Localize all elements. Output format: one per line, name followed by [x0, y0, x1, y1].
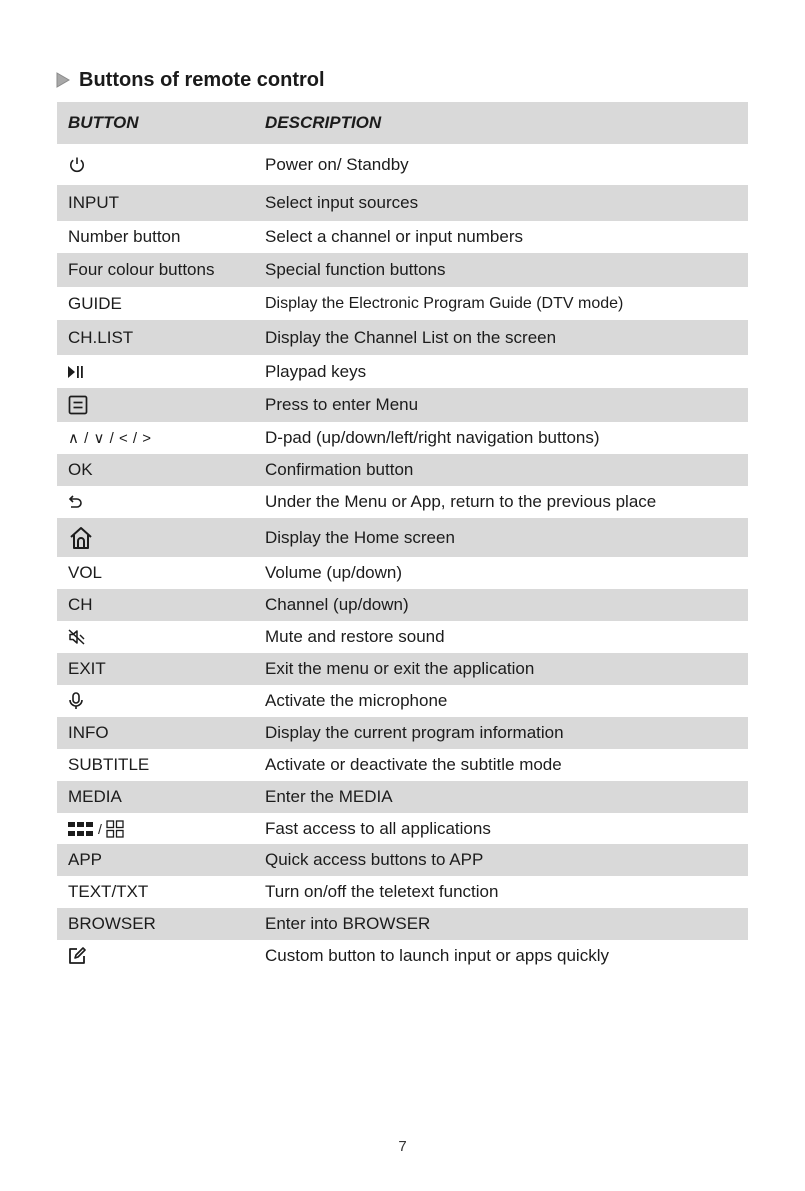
table-row	[57, 813, 748, 844]
row-description: Enter into BROWSER	[265, 914, 431, 933]
row-button: SUBTITLE	[68, 755, 150, 774]
page-title: Buttons of remote control	[79, 68, 325, 91]
row-description: Select a channel or input numbers	[265, 227, 523, 246]
table-row	[57, 621, 748, 653]
row-description: Power on/ Standby	[265, 154, 409, 174]
row-button: INFO	[68, 723, 109, 742]
row-description: Activate or deactivate the subtitle mode	[265, 755, 562, 774]
row-description: Quick access buttons to APP	[265, 850, 484, 869]
table-row	[57, 422, 748, 454]
menu-icon	[68, 395, 88, 415]
table-row	[57, 185, 748, 221]
row-description: Display the current program information	[265, 723, 564, 742]
row-description: Display the Channel List on the screen	[265, 327, 557, 347]
row-button: Number button	[68, 227, 181, 246]
apps-icon	[106, 820, 124, 838]
row-button: Four colour buttons	[68, 260, 215, 279]
apps-grid-icon	[68, 821, 94, 837]
table-row	[57, 144, 748, 185]
table-row	[57, 486, 748, 518]
table-header	[57, 102, 748, 144]
table-row	[57, 685, 748, 717]
row-description: Volume (up/down)	[265, 563, 403, 582]
table-row	[57, 355, 748, 388]
table-row	[57, 940, 748, 972]
row-description: Exit the menu or exit the application	[265, 659, 535, 678]
row-description: Select input sources	[265, 193, 419, 212]
row-button: OK	[68, 460, 93, 479]
row-button: MEDIA	[68, 787, 122, 806]
home-icon	[68, 526, 94, 550]
row-description: Mute and restore sound	[265, 627, 445, 646]
row-description: Channel (up/down)	[265, 595, 409, 614]
table-row	[57, 454, 748, 486]
table-row	[57, 388, 748, 422]
row-button: BROWSER	[68, 914, 156, 933]
row-button: ∧ / ∨ / < / >	[68, 430, 152, 447]
section-title	[56, 66, 325, 94]
row-description: Playpad keys	[265, 361, 367, 381]
table-row	[57, 876, 748, 908]
row-description: Fast access to all applications	[265, 818, 491, 838]
header-description: DESCRIPTION	[265, 113, 382, 132]
table-row	[57, 844, 748, 876]
table-row	[57, 287, 748, 320]
table-row	[57, 589, 748, 621]
row-button: TEXT/TXT	[68, 882, 149, 901]
row-description: Enter the MEDIA	[265, 787, 393, 806]
row-description: Under the Menu or App, return to the previous place	[265, 492, 657, 511]
row-description: Display the Electronic Program Guide (DTV mode)	[265, 294, 624, 312]
row-button: /	[98, 820, 102, 837]
table-row	[57, 653, 748, 685]
row-description: D-pad (up/down/left/right navigation buttons)	[265, 428, 600, 447]
microphone-icon	[68, 692, 84, 710]
row-button: INPUT	[68, 193, 119, 212]
row-description: Confirmation button	[265, 460, 414, 479]
header-button: BUTTON	[68, 113, 139, 132]
row-description: Display the Home screen	[265, 527, 455, 547]
back-icon	[68, 494, 84, 510]
row-description: Turn on/off the teletext function	[265, 882, 499, 901]
remote-buttons-table	[57, 102, 748, 972]
row-description: Special function buttons	[265, 260, 446, 279]
row-description: Activate the microphone	[265, 691, 448, 710]
table-row	[57, 253, 748, 287]
play-pause-icon	[68, 366, 84, 378]
triangle-bullet-icon	[56, 72, 70, 88]
row-button: GUIDE	[68, 293, 122, 313]
row-button: EXIT	[68, 659, 106, 678]
table-row	[57, 557, 748, 589]
table-row	[57, 908, 748, 940]
table-row	[57, 320, 748, 355]
table-row	[57, 717, 748, 749]
table-row	[57, 221, 748, 253]
row-button: CH.LIST	[68, 327, 134, 347]
table-row	[57, 781, 748, 813]
mute-icon	[68, 629, 86, 645]
power-icon	[68, 156, 86, 174]
row-description: Custom button to launch input or apps quickly	[265, 946, 609, 965]
page-number: 7	[398, 1138, 407, 1155]
row-button: APP	[68, 850, 103, 869]
table-row	[57, 518, 748, 557]
row-description: Press to enter Menu	[265, 395, 419, 414]
table-row	[57, 749, 748, 781]
row-button: VOL	[68, 563, 103, 582]
row-button: CH	[68, 595, 93, 614]
edit-icon	[68, 947, 86, 965]
